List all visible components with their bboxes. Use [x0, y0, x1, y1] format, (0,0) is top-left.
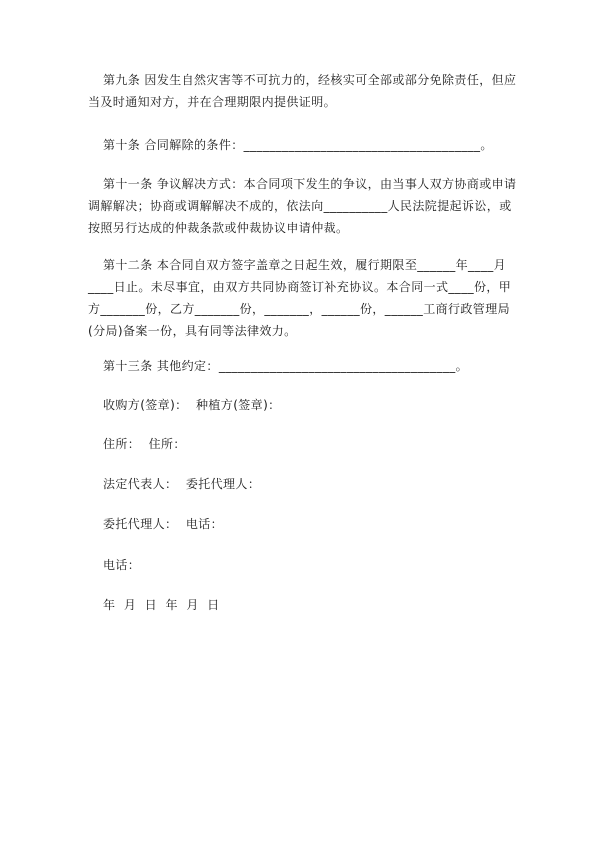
clause-11: 第十一条 争议解决方式：本合同项下发生的争议，由当事人双方协商或申请调解解决；协商或调解解决不成的，依法向__________人民法院提起诉讼，或按照另行达成的仲裁条款或仲裁协议申请仲裁。: [88, 177, 517, 235]
clause-13: 第十三条 其他约定：_____________________________________。: [103, 359, 469, 373]
clause-10: 第十条 合同解除的条件：_____________________________________。: [103, 138, 493, 152]
signature-phone: 电话：: [103, 558, 141, 572]
signature-date: 年 月 日 年 月 日: [103, 598, 220, 612]
signature-address: 住所： 住所：: [103, 437, 186, 451]
signature-agent: 委托代理人： 电话：: [103, 517, 224, 531]
clause-12: 第十二条 本合同自双方签字盖章之日起生效，履行期限至______年____月____日止。未尽事宜，由双方共同协商签订补充协议。本合同一式____份，甲方_______份，乙方_______份，_______，______份，______工商行政管理局(分局)备案一份，具有同等法律效力。: [88, 258, 512, 338]
signature-legal-representative: 法定代表人： 委托代理人：: [103, 477, 261, 491]
signature-parties: 收购方(签章)： 种植方(签章)：: [103, 398, 281, 412]
clause-9: 第九条 因发生自然灾害等不可抗力的，经核实可全部或部分免除责任，但应当及时通知对方，并在合理期限内提供证明。: [88, 73, 517, 109]
